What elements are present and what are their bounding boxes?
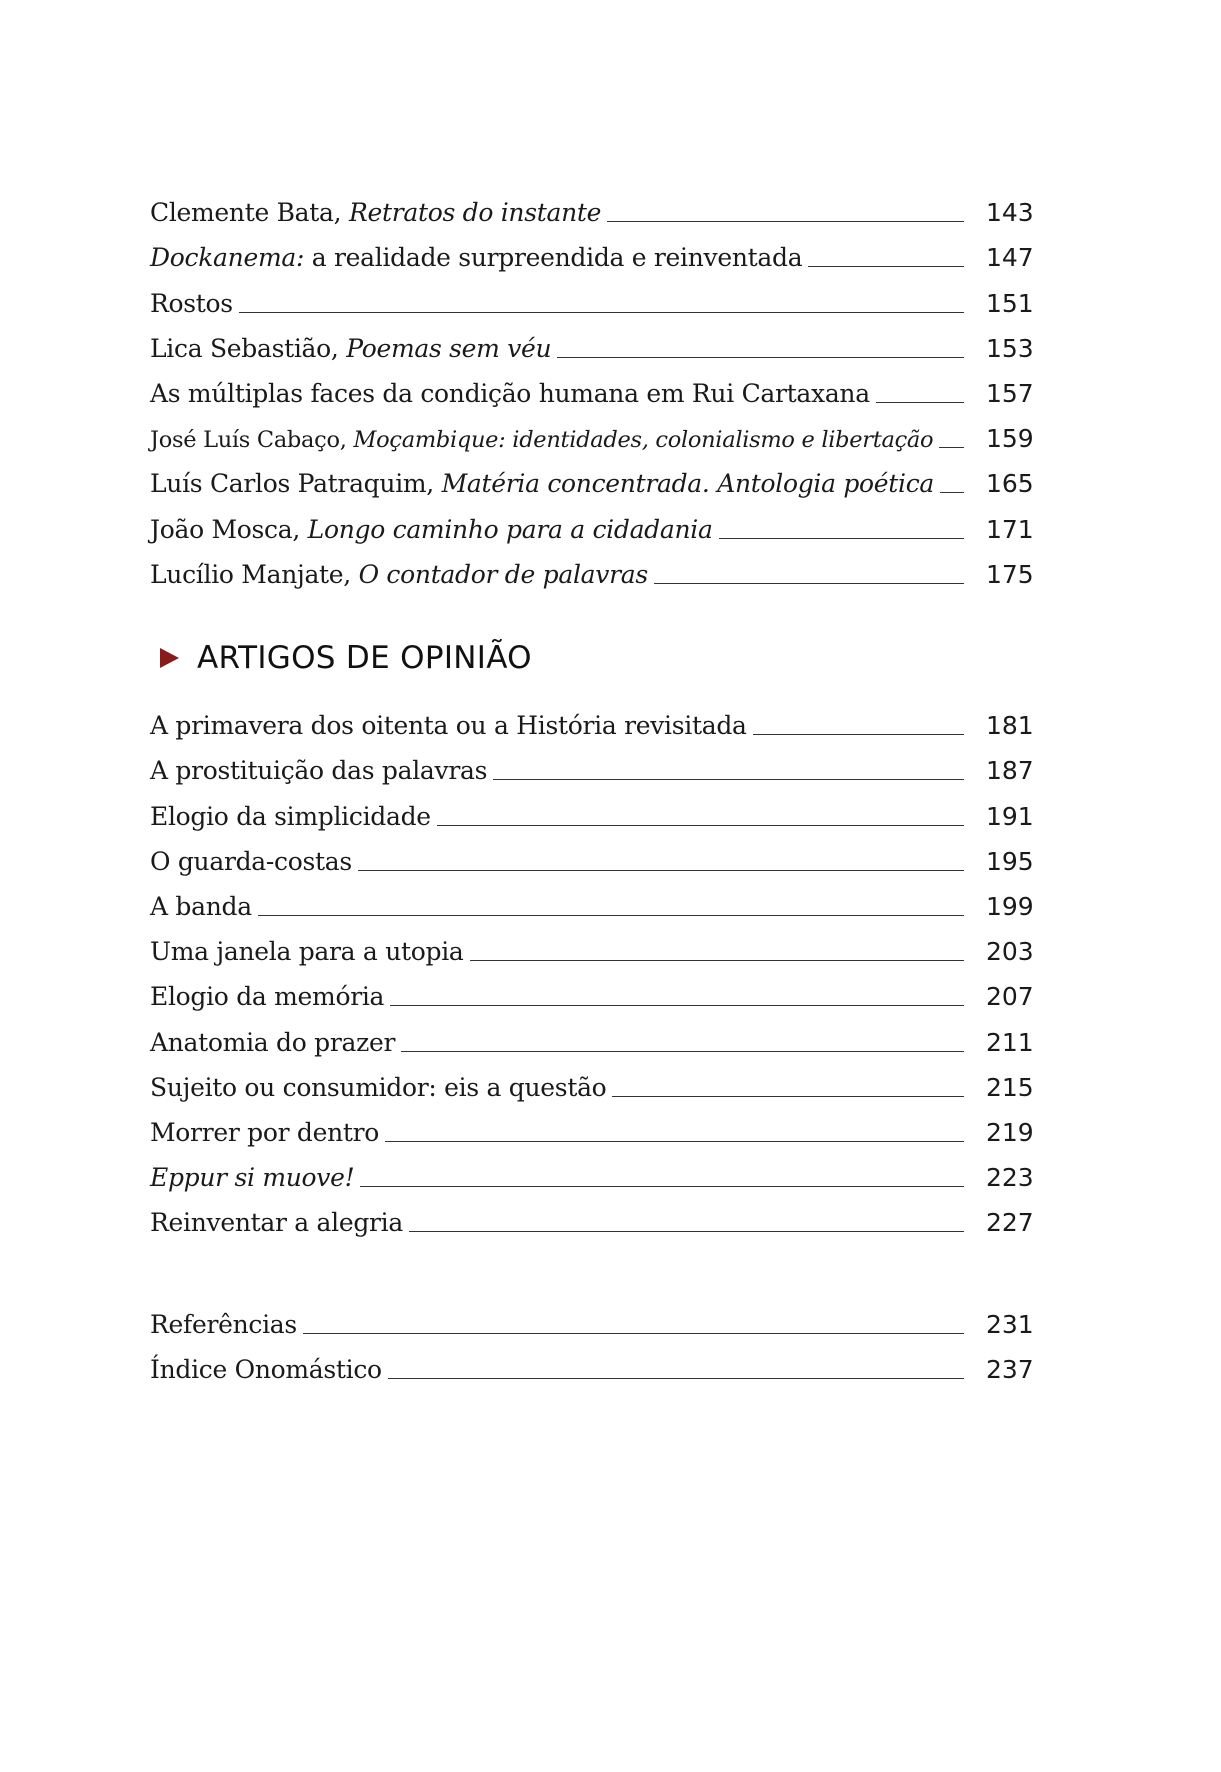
toc-entry	[150, 829, 1032, 874]
toc-entry	[150, 738, 1034, 786]
toc-entry-title-text: Elogio da memória	[150, 982, 385, 1012]
toc-entry-title-text: O guarda-costas	[150, 846, 352, 876]
toc-entry-title-italic: O contador de palavras	[358, 559, 648, 589]
toc-entry-title-text: Anatomia do prazer	[150, 1027, 396, 1057]
toc-entry-title-italic: Dockanema:	[150, 243, 305, 273]
toc-entry-title-text: Elogio da simplicidade	[150, 801, 431, 831]
toc-entry-title-text: A banda	[150, 891, 252, 921]
toc-page-number: 203	[986, 937, 1034, 967]
toc-page-number: 215	[986, 1072, 1034, 1102]
toc-entry-title-italic: Longo caminho para a cidadania	[307, 514, 713, 544]
toc-page-number: 195	[986, 846, 1034, 876]
toc-entry	[150, 1100, 1032, 1145]
toc-entry-title	[150, 937, 470, 967]
toc-list-apendices	[150, 1292, 1034, 1385]
toc-entry-title	[150, 514, 719, 544]
toc-page-number: 143	[986, 198, 1034, 228]
toc-entry-title	[150, 1208, 409, 1238]
toc-leader-line	[557, 357, 964, 358]
toc-leader-line	[388, 1378, 964, 1379]
toc-entry-title-italic: Matéria concentrada. Antologia poética	[441, 469, 935, 499]
toc-entry	[150, 451, 1034, 499]
toc-leader-line	[401, 1051, 964, 1052]
toc-entry-title-text: Sujeito ou consumidor: eis a questão	[150, 1072, 607, 1102]
triangle-bullet-icon	[160, 648, 179, 668]
toc-entry	[150, 1055, 1032, 1100]
toc-entry-title	[150, 1117, 385, 1147]
toc-leader-line	[876, 402, 964, 403]
toc-entry	[150, 1145, 1034, 1193]
toc-entry-title	[150, 846, 358, 876]
toc-entry-title	[150, 243, 808, 273]
toc-entry-title-text: Morrer por dentro	[150, 1117, 380, 1147]
toc-entry	[150, 361, 1032, 406]
toc-page-number: 219	[986, 1117, 1034, 1147]
toc-entry	[150, 919, 1034, 967]
toc-leader-line	[358, 870, 964, 871]
toc-entry-title-text: Lica Sebastião,	[150, 333, 347, 363]
toc-page-number: 171	[986, 514, 1034, 544]
toc-entry-title-suffix: a realidade surpreendida e reinventada	[304, 243, 803, 273]
toc-entry-title	[150, 1310, 303, 1340]
toc-entry-title	[150, 711, 753, 741]
toc-entry-title	[150, 333, 557, 363]
toc-entry	[150, 180, 1034, 228]
toc-page-number: 199	[986, 891, 1034, 921]
toc-entry	[150, 316, 1032, 361]
toc-entry-title	[150, 426, 939, 453]
toc-entry	[150, 270, 1034, 318]
toc-entry-title	[150, 982, 390, 1012]
toc-entry-title	[150, 1027, 401, 1057]
toc-entry-title	[150, 891, 258, 921]
toc-entry-title-text: Reinventar a alegria	[150, 1208, 403, 1238]
toc-list-artigos	[150, 693, 1034, 1238]
toc-entry-title-text: A primavera dos oitenta ou a História revisitada	[150, 711, 747, 741]
toc-leader-line	[719, 538, 964, 539]
toc-entry-title-italic: Retratos do instante	[348, 198, 602, 228]
toc-entry-title	[150, 378, 876, 408]
toc-page-number: 157	[986, 378, 1034, 408]
toc-entry-title	[150, 559, 654, 589]
toc-entry-title	[150, 1072, 612, 1102]
toc-leader-line	[753, 734, 964, 735]
toc-page-number: 153	[986, 333, 1034, 363]
toc-leader-line	[390, 1005, 964, 1006]
toc-entry-title-text: As múltiplas faces da condição humana em Rui Cartaxana	[150, 378, 870, 408]
toc-leader-line	[303, 1333, 964, 1334]
toc-entry-title	[150, 469, 940, 499]
toc-page-number: 191	[986, 801, 1034, 831]
toc-leader-line	[409, 1231, 964, 1232]
toc-entry-title-text: Referências	[150, 1310, 297, 1340]
toc-leader-line	[470, 960, 965, 961]
toc-entry-title-text: Clemente Bata,	[150, 198, 349, 228]
toc-leader-line	[258, 915, 964, 916]
toc-entry-title	[150, 1163, 360, 1193]
toc-page-number: 159	[986, 424, 1034, 454]
toc-entry	[150, 964, 1034, 1012]
toc-entry-title-text: José Luís Cabaço,	[150, 426, 354, 453]
toc-leader-line	[437, 825, 964, 826]
toc-leader-line	[385, 1141, 964, 1142]
toc-page-number: 237	[986, 1355, 1034, 1385]
toc-entry	[150, 406, 1034, 454]
toc-page-number: 147	[986, 243, 1034, 273]
toc-leader-line	[939, 447, 964, 448]
toc-entry-title	[150, 198, 607, 228]
toc-entry-title-text: Índice Onomástico	[150, 1355, 382, 1385]
toc-entry	[150, 496, 1034, 544]
toc-entry	[150, 693, 1034, 741]
section-heading-text: ARTIGOS DE OPINIÃO	[197, 640, 532, 676]
toc-entry-title-italic: Eppur si muove!	[150, 1163, 355, 1193]
toc-entry	[150, 783, 1034, 831]
toc-list-recensoes	[150, 180, 1032, 587]
toc-leader-line	[360, 1186, 964, 1187]
toc-leader-line	[940, 492, 964, 493]
toc-page-number: 165	[986, 469, 1034, 499]
toc-page-number: 187	[986, 756, 1034, 786]
toc-entry-title	[150, 801, 437, 831]
toc-entry	[150, 1190, 1034, 1238]
toc-entry-title-italic: Moçambique: identidades, colonialismo e libertação	[353, 426, 934, 453]
toc-entry	[150, 1337, 1034, 1385]
toc-entry	[150, 225, 1034, 273]
toc-leader-line	[239, 312, 964, 313]
toc-entry-title	[150, 1355, 388, 1385]
toc-entry-title-text: João Mosca,	[150, 514, 308, 544]
toc-page-number: 175	[986, 559, 1034, 589]
toc-leader-line	[808, 266, 964, 267]
toc-entry-title-text: Rostos	[150, 288, 233, 318]
toc-page-number: 231	[986, 1310, 1034, 1340]
toc-leader-line	[493, 779, 964, 780]
toc-page-number: 223	[986, 1163, 1034, 1193]
toc-entry-title-text: A prostituição das palavras	[150, 756, 488, 786]
toc-entry	[150, 1009, 1034, 1057]
toc-page-number: 181	[986, 711, 1034, 741]
toc-entry-title-text: Lucílio Manjate,	[150, 559, 359, 589]
toc-entry	[150, 542, 1032, 587]
toc-leader-line	[607, 221, 964, 222]
toc-page-number: 227	[986, 1208, 1034, 1238]
toc-entry-title-text: Uma janela para a utopia	[150, 937, 464, 967]
toc-entry-title-italic: Poemas sem véu	[346, 333, 552, 363]
toc-entry-title	[150, 288, 239, 318]
toc-page-number: 207	[986, 982, 1034, 1012]
section-heading	[160, 640, 532, 676]
toc-entry	[150, 874, 1032, 919]
toc-page-number: 211	[986, 1027, 1034, 1057]
toc-leader-line	[612, 1096, 964, 1097]
toc-entry-title-text: Luís Carlos Patraquim,	[150, 469, 442, 499]
toc-entry-title	[150, 756, 493, 786]
toc-leader-line	[654, 583, 964, 584]
toc-entry	[150, 1292, 1034, 1340]
toc-page-number: 151	[986, 288, 1034, 318]
